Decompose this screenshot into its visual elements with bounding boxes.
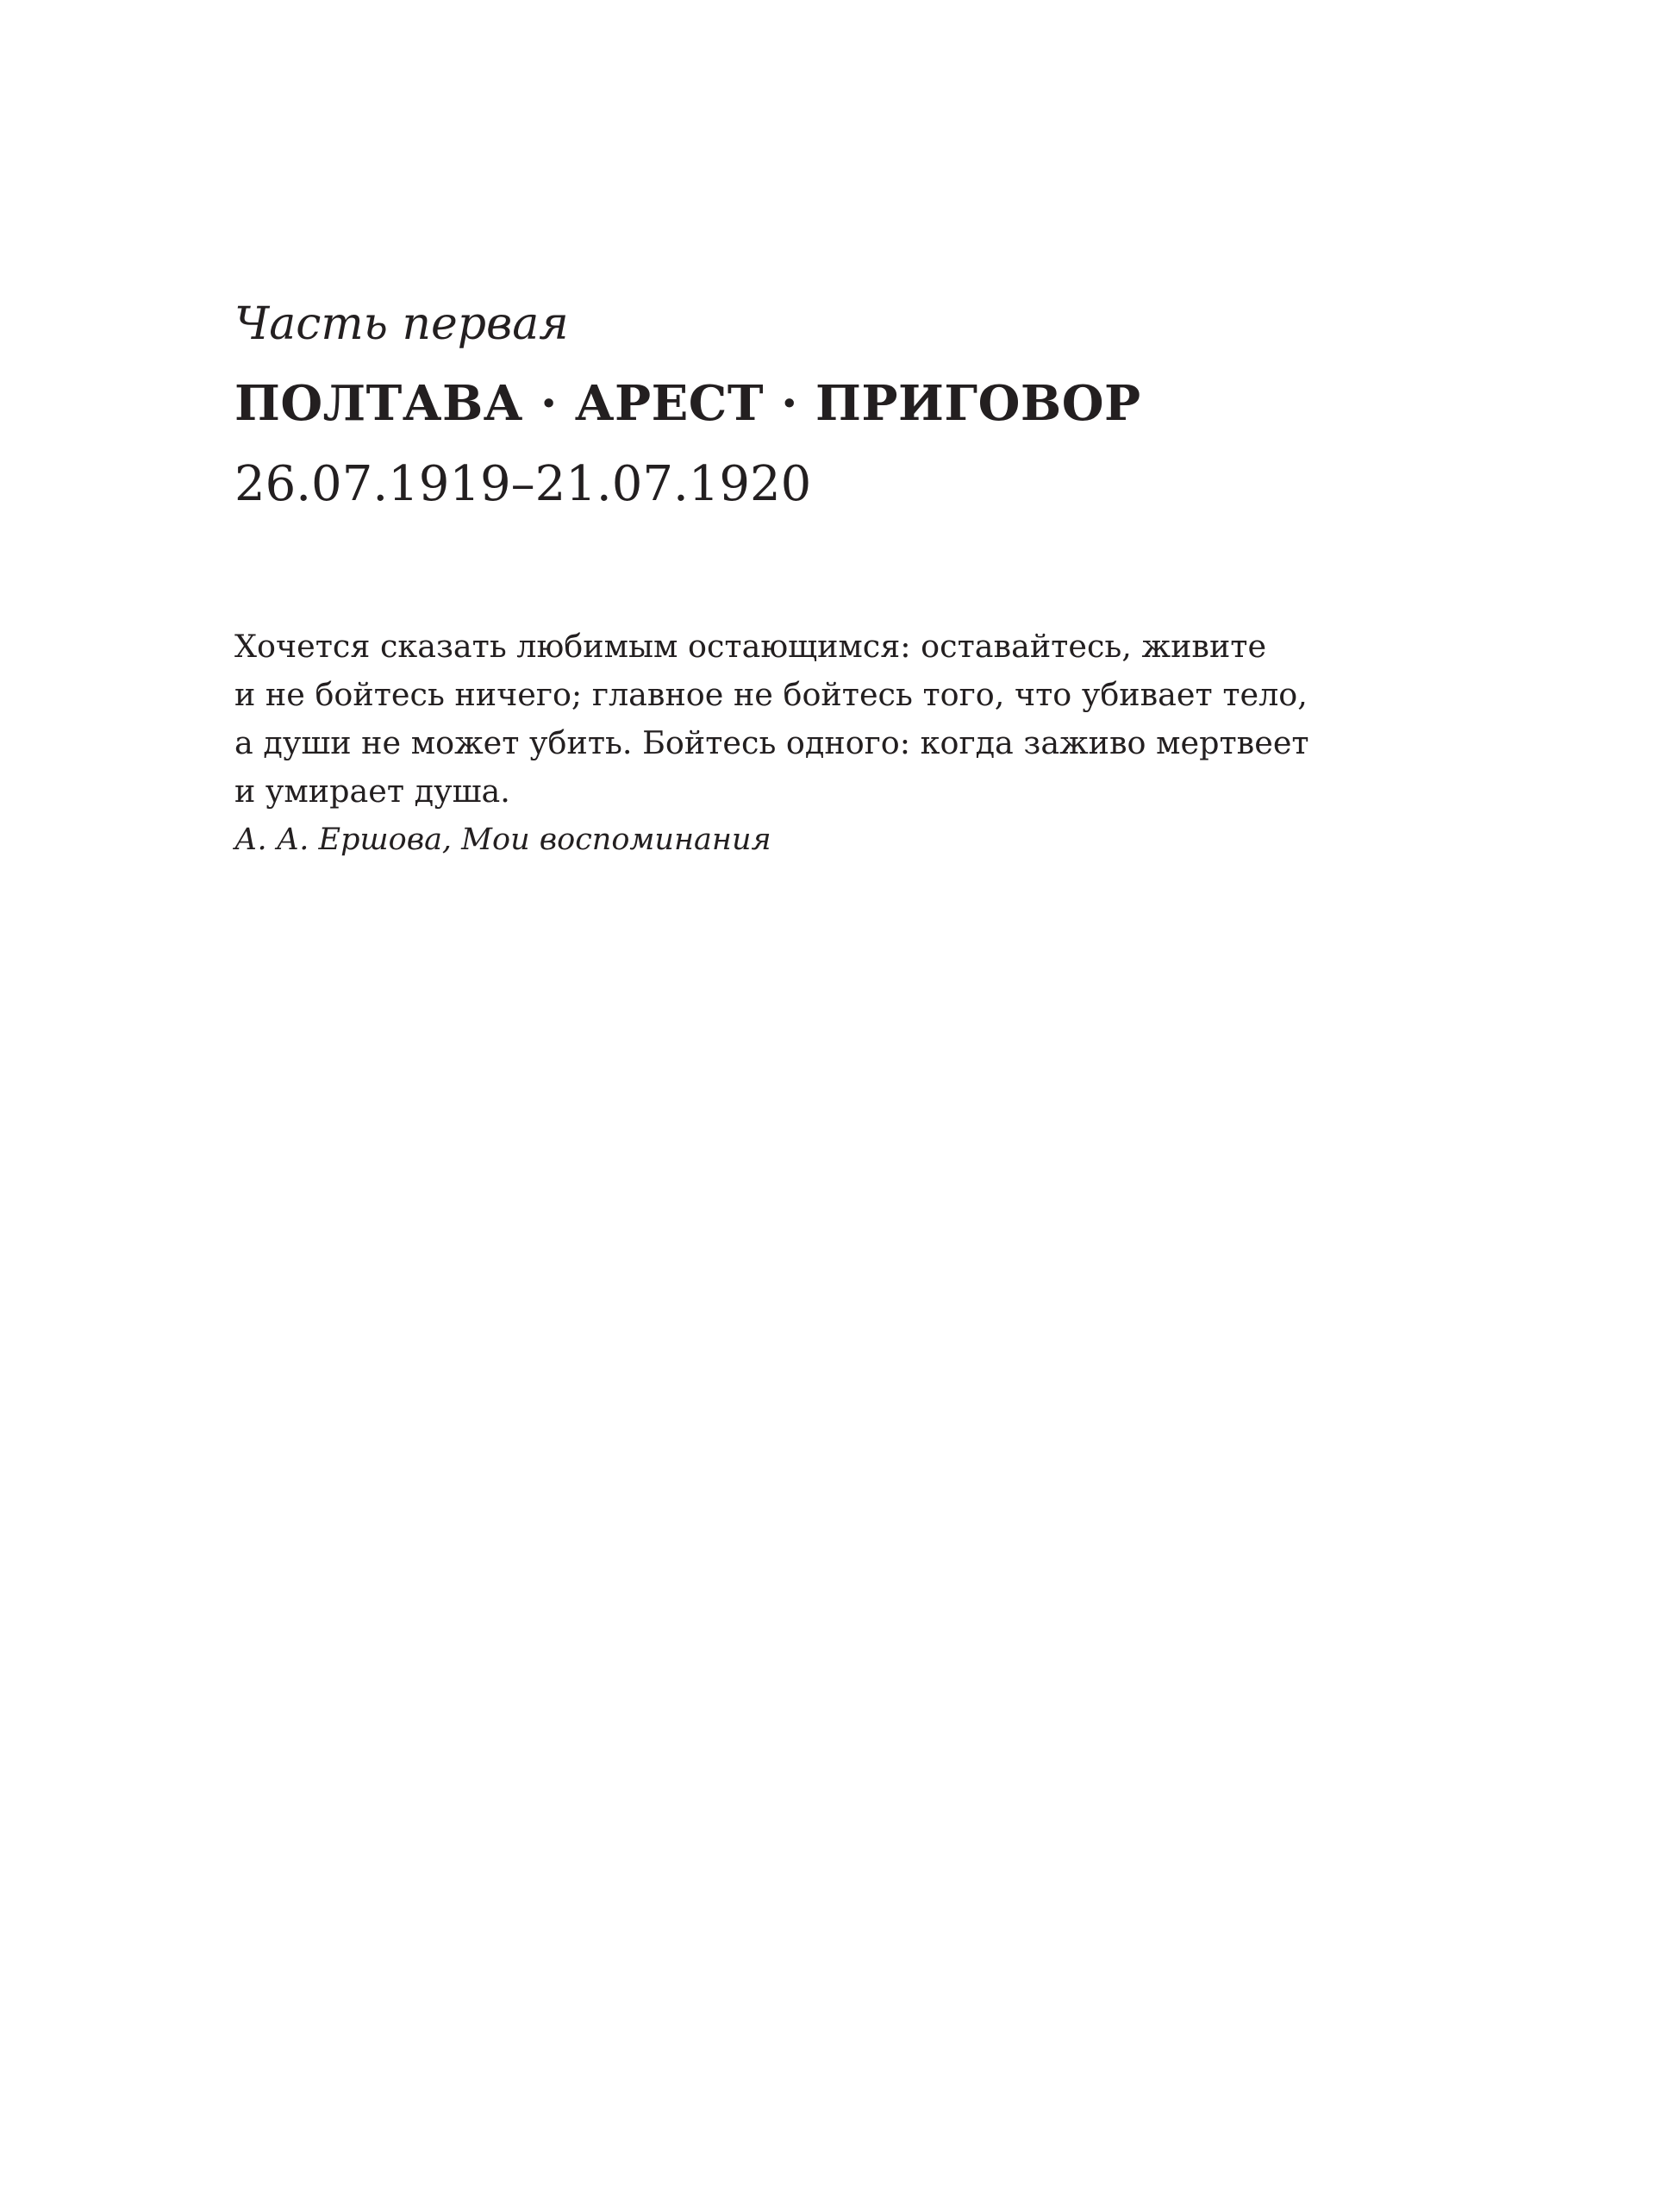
- part-dates: 26.07.1919–21.07.1920: [234, 456, 812, 512]
- epigraph-line: Хочется сказать любимым остающимся: оставайтесь, живите: [234, 628, 1267, 665]
- epigraph-line: а души не может убить. Бойтесь одного: когда заживо мертвеет: [234, 724, 1309, 761]
- part-title: ПОЛТАВА · АРЕСТ · ПРИГОВОР: [234, 375, 1141, 432]
- part-heading: [234, 298, 1441, 512]
- part-label: Часть первая: [234, 298, 569, 350]
- epigraph: [234, 623, 1355, 864]
- epigraph-line: и умирает душа.: [234, 773, 510, 810]
- epigraph-line: и не бойтесь ничего; главное не бойтесь того, что убивает тело,: [234, 676, 1308, 713]
- epigraph-source: А. А. Ершова, Мои воспоминания: [234, 823, 771, 857]
